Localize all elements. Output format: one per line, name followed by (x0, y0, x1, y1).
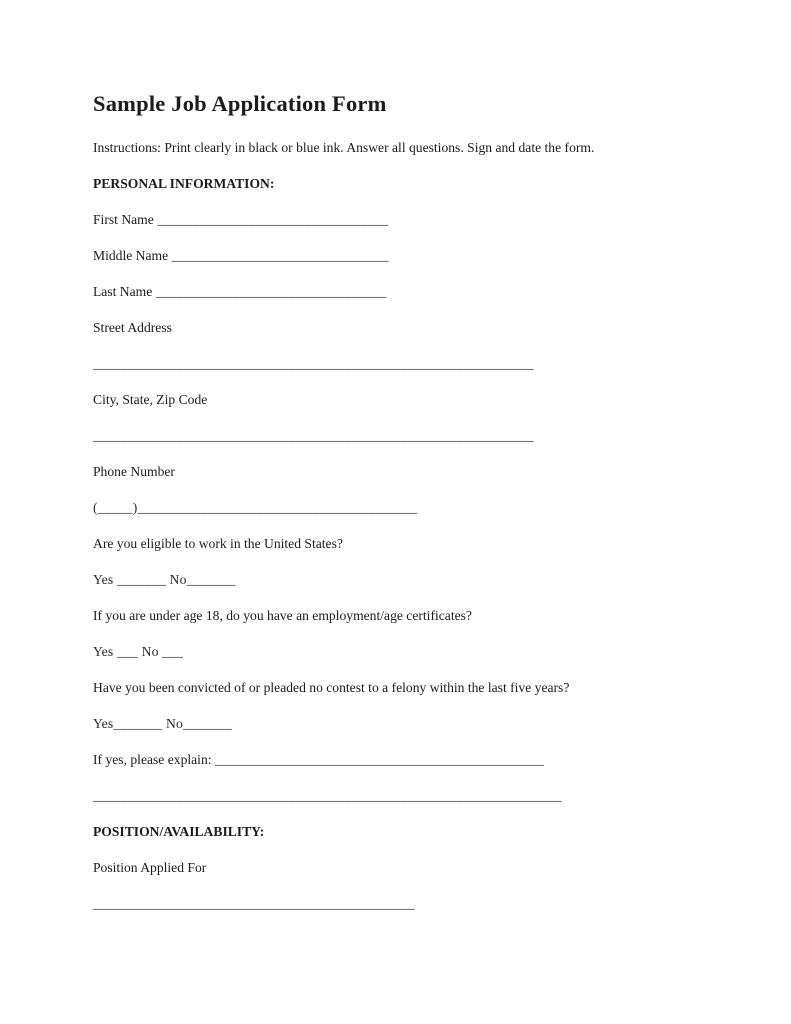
personal-information-heading: PERSONAL INFORMATION: (93, 176, 275, 191)
felony-explain-blank-line2[interactable]: ___________________________________________________________________ (93, 788, 562, 803)
city-state-zip-blank[interactable]: _______________________________________________________________ (93, 428, 534, 443)
felony-yes-no-blanks[interactable]: Yes_______ No_______ (93, 716, 232, 731)
eligible-question: Are you eligible to work in the United States? (93, 536, 343, 551)
position-applied-field (93, 886, 751, 922)
position-availability-heading: POSITION/AVAILABILITY: (93, 824, 265, 839)
middle-name-blank[interactable]: _______________________________ (168, 248, 389, 263)
first-name-field (93, 202, 751, 238)
last-name-blank[interactable]: _________________________________ (152, 284, 387, 299)
felony-explain-field (93, 742, 751, 778)
street-address-label: Street Address (93, 320, 172, 335)
age-certificate-question: If you are under age 18, do you have an employment/age certificates? (93, 608, 472, 623)
middle-name-label: Middle Name (93, 248, 169, 263)
first-name-blank[interactable]: _________________________________ (153, 212, 389, 227)
phone-number-field (93, 490, 751, 526)
middle-name-field (93, 238, 751, 274)
phone-number-blank[interactable]: (_____)________________________________________ (93, 500, 418, 515)
phone-number-label: Phone Number (93, 464, 175, 479)
position-applied-blank[interactable]: ______________________________________________ (93, 896, 415, 911)
age-certificate-yes-no-blanks[interactable]: Yes ___ No ___ (93, 644, 184, 659)
last-name-field (93, 274, 751, 310)
felony-explain-field-line2 (93, 778, 751, 814)
instructions-text: Instructions: Print clearly in black or blue ink. Answer all questions. Sign and date the form. (93, 140, 595, 155)
street-address-blank[interactable]: _______________________________________________________________ (93, 356, 534, 371)
felony-explain-label: If yes, please explain: (93, 752, 212, 767)
felony-question: Have you been convicted of or pleaded no contest to a felony within the last five years? (93, 680, 570, 695)
felony-yes-no-field (93, 706, 751, 742)
first-name-label: First Name (93, 212, 154, 227)
felony-explain-blank[interactable]: _______________________________________________ (211, 752, 544, 767)
city-state-zip-label: City, State, Zip Code (93, 392, 208, 407)
page-title: Sample Job Application Form (93, 91, 387, 116)
eligible-yes-no-blanks[interactable]: Yes _______ No_______ (93, 572, 236, 587)
street-address-field (93, 346, 751, 382)
age-certificate-yes-no-field (93, 634, 751, 670)
last-name-label: Last Name (93, 284, 153, 299)
city-state-zip-field (93, 418, 751, 454)
position-applied-label: Position Applied For (93, 860, 207, 875)
eligible-yes-no-field (93, 562, 751, 598)
